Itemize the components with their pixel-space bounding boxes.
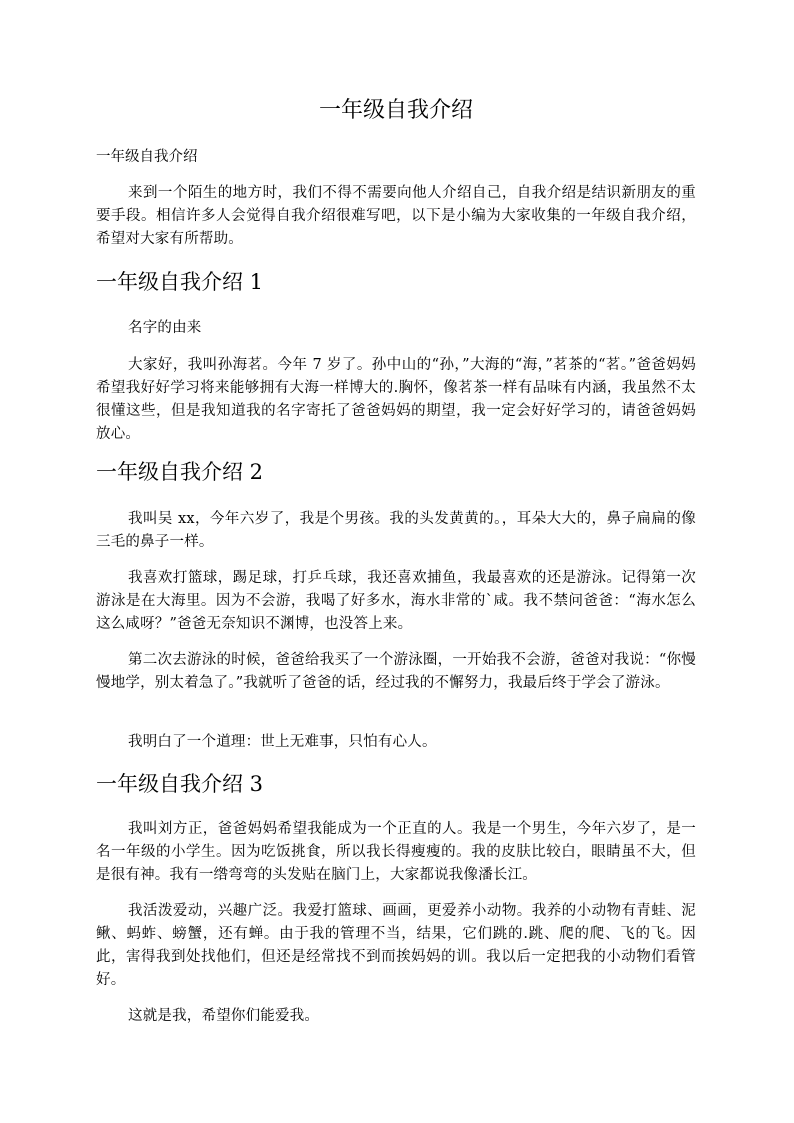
section-heading-3: 一年级自我介绍 3 xyxy=(96,772,264,796)
section-3-paragraph-1: 我叫刘方正，爸爸妈妈希望我能成为一个正直的人。我是一个男生，今年六岁了，是一名一年级的小学生。因为吃饭挑食，所以我长得瘦瘦的。我的皮肤比较白，眼睛虽不大，但是很有神。我有一绺弯弯的头发贴在脑门上，大家都说我像潘长江。 xyxy=(96,821,696,883)
section-1-paragraph-1: 名字的由来 xyxy=(128,320,202,336)
section-2-paragraph-1: 我叫吴 xx，今年六岁了，我是个男孩。我的头发黄黄的。，耳朵大大的，鼻子扁扁的像三毛的鼻子一样。 xyxy=(96,511,696,550)
section-3-paragraph-2: 我活泼爱动，兴趣广泛。我爱打篮球、画画，更爱养小动物。我养的小动物有青蛙、泥鳅、蚂蚱、螃蟹，还有蝉。由于我的管理不当，结果，它们跳的.跳、爬的爬、飞的飞。因此，害得我到处找他们，但还是经常找不到而挨妈妈的训。我以后一定把我的小动物们看管好。 xyxy=(96,903,696,988)
section-2-paragraph-2: 我喜欢打篮球，踢足球，打乒乓球，我还喜欢捕鱼，我最喜欢的还是游泳。记得第一次游泳是在大海里。因为不会游，我喝了好多水，海水非常的`咸。我不禁问爸爸：“海水怎么这么咸呀？”爸爸无奈知识不渊博，也没答上来。 xyxy=(96,570,696,632)
document-subtitle: 一年级自我介绍 xyxy=(96,149,198,165)
section-2-paragraph-4: 我明白了一个道理：世上无难事，只怕有心人。 xyxy=(128,734,437,750)
document-title: 一年级自我介绍 xyxy=(318,98,473,123)
section-heading-1: 一年级自我介绍 1 xyxy=(96,270,264,294)
section-1-paragraph-2: 大家好，我叫孙海茗。今年 7 岁了。孙中山的“孙，”大海的“海，”茗茶的“茗。”爸爸妈妈希望我好好学习将来能够拥有大海一样博大的.胸怀，像茗茶一样有品味有内涵，我虽然不太很懂这些，但是我知道我的名字寄托了爸爸妈妈的期望，我一定会好好学习的，请爸爸妈妈放心。 xyxy=(96,357,696,442)
section-2-paragraph-3: 第二次去游泳的时候，爸爸给我买了一个游泳圈，一开始我不会游，爸爸对我说：“你慢慢地学，别太着急了。”我就听了爸爸的话，经过我的不懈努力，我最后终于学会了游泳。 xyxy=(96,652,696,691)
section-3-paragraph-3: 这就是我，希望你们能爱我。 xyxy=(128,1008,320,1024)
section-heading-2: 一年级自我介绍 2 xyxy=(96,460,264,484)
intro-paragraph: 来到一个陌生的地方时，我们不得不需要向他人介绍自己，自我介绍是结识新朋友的重要手段。相信许多人会觉得自我介绍很难写吧，以下是小编为大家收集的一年级自我介绍，希望对大家有所帮助。 xyxy=(96,185,696,247)
